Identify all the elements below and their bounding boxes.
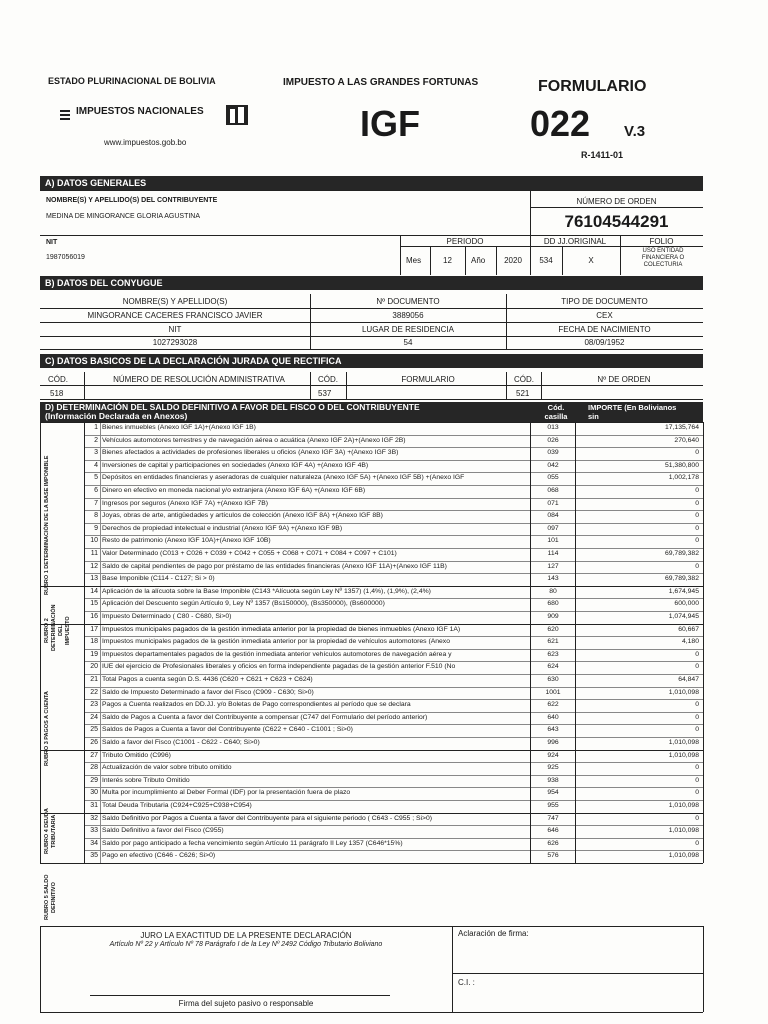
- row-amount[interactable]: 0: [695, 663, 699, 671]
- cod-value-3: 521: [516, 389, 530, 398]
- row-number: 15: [90, 600, 98, 608]
- row-amount[interactable]: 0: [695, 839, 699, 847]
- row-amount[interactable]: 1,010,098: [668, 739, 699, 746]
- spouse-name-value: MINGORANCE CACERES FRANCISCO JAVIER: [87, 311, 263, 320]
- form-number: 022: [530, 103, 591, 144]
- row-code: 039: [547, 449, 559, 457]
- state-name: ESTADO PLURINACIONAL DE BOLIVIA: [48, 76, 216, 86]
- section-d-subtitle: (Información Declarada en Anexos): [45, 411, 188, 421]
- row-amount[interactable]: 0: [695, 537, 699, 545]
- table-row: [40, 548, 703, 561]
- row-amount[interactable]: 270,640: [674, 436, 699, 444]
- row-code: 143: [547, 575, 559, 583]
- row-code: 924: [547, 751, 559, 759]
- row-number: 2: [94, 436, 98, 444]
- table-row: [40, 661, 703, 674]
- rubro-divider: [40, 750, 703, 751]
- row-code: 646: [547, 827, 559, 835]
- amount-header: IMPORTE (En Bolivianos sin: [588, 403, 677, 421]
- table-row: [40, 636, 703, 649]
- spouse-nit-value: 1027293028: [152, 338, 198, 347]
- row-code: 624: [547, 663, 559, 671]
- row-number: 25: [90, 726, 98, 734]
- original-checkbox[interactable]: X: [588, 256, 594, 265]
- year-value: 2020: [504, 256, 522, 265]
- table-row: [40, 485, 703, 498]
- row-number: 26: [90, 739, 98, 746]
- spouse-residence-label: LUGAR DE RESIDENCIA: [361, 325, 455, 334]
- row-number: 34: [90, 839, 98, 847]
- rubro-1-label: RUBRO 1 DETERMINACIÓN DE LA BASE IMPONIBLE: [44, 455, 50, 595]
- row-description: Bienes inmuebles (Anexo IGF 1A)+(Anexo IGF 1B): [102, 424, 256, 431]
- row-description: Depósitos en entidades financieras y aseradoras de cualquier naturaleza (Anexo IGF 5A) +(Anexo IGF 5B) +(Anexo IGF: [102, 474, 465, 482]
- rubro-divider: [40, 624, 703, 625]
- table-column-line: [84, 422, 85, 863]
- table-row: [40, 586, 703, 599]
- section-b-title: B) DATOS DEL CONYUGUE: [40, 276, 703, 290]
- row-amount[interactable]: 0: [695, 789, 699, 797]
- row-number: 16: [90, 613, 98, 620]
- cod-value-1: 518: [50, 389, 64, 398]
- form-version: V.3: [624, 123, 646, 140]
- row-amount[interactable]: 1,074,945: [668, 613, 699, 620]
- rubro-divider: [40, 422, 703, 423]
- row-code: 084: [547, 512, 559, 520]
- order-number-value: 76104544291: [564, 212, 669, 231]
- row-number: 10: [90, 537, 98, 545]
- row-code: 114: [547, 550, 559, 557]
- table-row: [40, 498, 703, 511]
- row-code: 955: [547, 802, 559, 809]
- row-number: 5: [94, 474, 98, 482]
- table-row: [40, 674, 703, 687]
- row-code: 071: [547, 499, 559, 507]
- row-code: 909: [547, 613, 559, 620]
- row-description: Saldo de capital pendientes de pago por préstamo de las entidades financieras (Anexo IGF 11A)+(Anexo IGF 11B): [102, 562, 447, 570]
- order-number-label: NÚMERO DE ORDEN: [576, 197, 657, 206]
- row-description: Impuestos municipales pagados de la gestión inmediata anterior por la propiedad de bienes inmuebles (Anexo IGF 1A): [102, 625, 461, 633]
- section-d-title: D) DETERMINACIÓN DEL SALDO DEFINITIVO A FAVOR DEL FISCO O DEL CONTRIBUYENTE: [45, 402, 420, 412]
- row-code: 101: [547, 537, 559, 545]
- original-code: 534: [539, 256, 553, 265]
- row-description: Total Deuda Tributaria (C924+C925+C938+C954): [102, 802, 252, 809]
- table-row: [40, 510, 703, 523]
- section-c-title: C) DATOS BASICOS DE LA DECLARACIÓN JURADA QUE RECTIFICA: [40, 354, 703, 368]
- row-code: 623: [547, 650, 559, 658]
- spouse-name-label: NOMBRE(S) Y APELLIDO(S): [122, 297, 228, 306]
- row-code: 127: [547, 562, 559, 570]
- row-code: 026: [547, 436, 559, 444]
- order-label-c: Nº DE ORDEN: [597, 375, 651, 384]
- website: www.impuestos.gob.bo: [104, 138, 187, 147]
- row-code: 055: [547, 474, 559, 482]
- row-amount[interactable]: 17,135,764: [664, 424, 699, 431]
- row-description: Impuesto Determinado ( C80 - C680, Si>0): [102, 613, 232, 620]
- rubro-divider: [40, 813, 703, 814]
- row-amount[interactable]: 60,667: [678, 625, 699, 633]
- table-row: [40, 762, 703, 775]
- row-code: 576: [547, 852, 559, 860]
- table-row: [40, 649, 703, 662]
- row-number: 7: [94, 499, 98, 507]
- table-row: [40, 598, 703, 611]
- row-description: Pagos a Cuenta realizados en DD.JJ. y/o Boletas de Pago correspondientes al período que se declara: [102, 701, 411, 709]
- row-description: Actualización de valor sobre tributo omitido: [102, 764, 232, 772]
- row-number: 27: [90, 751, 98, 759]
- row-amount[interactable]: 0: [695, 650, 699, 658]
- row-amount[interactable]: 0: [695, 713, 699, 721]
- row-code: 938: [547, 776, 559, 784]
- table-row: [40, 699, 703, 712]
- rubro-divider: [40, 586, 703, 587]
- table-row: [40, 712, 703, 725]
- rubro-2-label: RUBRO 2 DETERMINACIÓN DEL IMPUESTO: [44, 604, 71, 651]
- table-column-line: [40, 422, 41, 863]
- oath-text: Artículo Nº 22 y Artículo Nº 78 Parágrafo I de la Ley Nº 2492 Código Tributario Boliviano: [109, 941, 383, 948]
- row-amount[interactable]: 0: [695, 814, 699, 822]
- row-code: 680: [547, 600, 559, 608]
- agency-name: IMPUESTOS NACIONALES: [76, 106, 204, 117]
- original-label: DD JJ.ORIGINAL: [543, 237, 607, 246]
- row-code: 097: [547, 524, 559, 532]
- tax-code: IGF: [360, 103, 420, 144]
- row-number: 35: [90, 852, 98, 860]
- row-number: 4: [94, 461, 98, 469]
- row-description: Aplicación del Descuento según Artículo 9, Ley Nº 1357 (Bs150000), (Bs350000), (Bs600000): [102, 600, 385, 608]
- signature-label: Firma del sujeto pasivo o responsable: [178, 999, 314, 1008]
- row-amount[interactable]: 69,789,382: [664, 550, 699, 557]
- table-row: [40, 472, 703, 485]
- table-row: [40, 724, 703, 737]
- row-amount[interactable]: 4,180: [681, 638, 699, 646]
- row-description: Impuestos municipales pagados de la gestión inmediata anterior por la propiedad de vehículos automotores (Anexo: [102, 638, 450, 646]
- row-code: 013: [547, 424, 559, 431]
- row-number: 12: [90, 562, 98, 570]
- row-description: Impuestos departamentales pagados de la gestión inmediata anterior vehículos automotores de navegación aérea y: [102, 650, 452, 658]
- tax-name: IMPUESTO A LAS GRANDES FORTUNAS: [283, 77, 479, 88]
- row-amount[interactable]: 0: [695, 512, 699, 520]
- row-description: Saldo Definitivo por Pagos a Cuenta a favor del Contribuyente para el siguiente periodo ( C643 - C955 ; Si>0): [102, 814, 433, 822]
- spouse-doc-value: 3889056: [392, 311, 424, 320]
- table-row: [40, 535, 703, 548]
- row-amount[interactable]: 1,002,178: [668, 474, 699, 482]
- row-amount[interactable]: 0: [695, 449, 699, 457]
- row-number: 28: [90, 764, 98, 772]
- spouse-doc-label: Nº DOCUMENTO: [376, 297, 440, 306]
- row-description: Interés sobre Tributo Omitido: [102, 776, 190, 784]
- row-code: 640: [547, 713, 559, 721]
- table-row: [40, 750, 703, 763]
- table-row: [40, 561, 703, 574]
- oath-title: JURO LA EXACTITUD DE LA PRESENTE DECLARACIÓN: [140, 931, 352, 940]
- row-description: Vehículos automotores terrestres y de navegación aérea o acuática (Anexo IGF 2A)+(Anexo IGF 2B): [102, 436, 406, 444]
- row-number: 14: [90, 587, 98, 595]
- spouse-residence-value: 54: [403, 338, 413, 347]
- row-number: 13: [90, 575, 98, 583]
- row-description: Total Pagos a cuenta según D.S. 4436 (C620 + C621 + C623 + C624): [102, 676, 313, 683]
- row-description: Saldo por pago anticipado a fecha vencimiento según Artículo 11 parágrafo II Ley 1357 (C646*15%): [102, 839, 403, 847]
- rubro-4-label: RUBRO 4 DEUDA TRIBUTARIA: [44, 808, 57, 854]
- row-number: 3: [94, 449, 98, 457]
- row-number: 23: [90, 701, 98, 709]
- row-amount[interactable]: 1,010,098: [668, 802, 699, 809]
- period-label: PERIODO: [446, 237, 484, 246]
- row-code: 80: [549, 587, 557, 595]
- table-row: [40, 813, 703, 826]
- row-number: 31: [90, 802, 98, 809]
- table-column-line: [703, 422, 704, 863]
- nit-label: NIT: [46, 239, 58, 246]
- table-column-line: [100, 422, 101, 863]
- row-amount[interactable]: 0: [695, 487, 699, 494]
- row-code: 643: [547, 726, 559, 734]
- clarify-label: Aclaración de firma:: [458, 929, 529, 938]
- table-row: [40, 787, 703, 800]
- row-description: Aplicación de la alícuota sobre la Base Imponible (C143 *Alícuota según Ley Nº 1357) (1,4%), (1,9%), (2,4%): [102, 587, 431, 595]
- year-label: Año: [471, 256, 486, 265]
- row-amount[interactable]: 1,010,098: [668, 852, 699, 860]
- rubro-3-label: RUBRO 3 PAGOS A CUENTA: [44, 691, 50, 766]
- row-number: 18: [90, 638, 98, 646]
- row-amount[interactable]: 0: [695, 524, 699, 532]
- row-code: 626: [547, 839, 559, 847]
- row-number: 33: [90, 827, 98, 835]
- row-description: Saldo a favor del Fisco (C1001 - C622 - C640; Si>0): [102, 739, 260, 746]
- row-amount[interactable]: 51,380,800: [664, 461, 699, 469]
- form-label: FORMULARIO: [538, 78, 647, 95]
- row-description: Ingresos por seguros (Anexo IGF 7A) +(Anexo IGF 7B): [102, 499, 269, 507]
- spouse-doctype-value: CEX: [596, 311, 613, 320]
- table-column-line: [575, 422, 576, 863]
- section-a-title: A) DATOS GENERALES: [40, 176, 703, 190]
- row-description: Saldo de Impuesto Determinado a favor del Fisco (C909 - C630; Si>0): [102, 688, 314, 696]
- spouse-birth-label: FECHA DE NACIMIENTO: [558, 325, 651, 334]
- cod-label-2: CÓD.: [318, 375, 338, 384]
- row-code: 747: [547, 814, 559, 822]
- table-row: [40, 800, 703, 813]
- month-value: 12: [443, 256, 452, 265]
- row-description: Saldo de Pagos a Cuenta a favor del Contribuyente a compensar (C747 del Formulario del período anterior): [102, 713, 428, 721]
- row-number: 1: [94, 424, 98, 431]
- code-header: Cód. casilla: [544, 403, 568, 421]
- row-number: 22: [90, 688, 98, 696]
- form-resolution: R-1411-01: [581, 150, 624, 160]
- table-row: [40, 447, 703, 460]
- row-description: Saldo Definitivo a favor del Fisco (C955): [102, 827, 224, 835]
- nit-value: 1987056019: [46, 254, 85, 261]
- row-amount[interactable]: 0: [695, 776, 699, 784]
- row-amount[interactable]: 69,789,382: [664, 575, 699, 583]
- spouse-nit-label: NIT: [168, 325, 182, 334]
- row-number: 29: [90, 776, 98, 784]
- row-description: Joyas, obras de arte, antigüedades y artículos de colección (Anexo IGF 8A) +(Anexo IGF 8B): [102, 512, 383, 520]
- row-description: Saldos de Pagos a Cuenta a favor del Contribuyente (C622 + C640 - C1001 ; Si>0): [102, 726, 353, 734]
- form-label-c: FORMULARIO: [401, 375, 455, 384]
- rubro-5-label: RUBRO 5 SALDO DEFINITIVO: [44, 874, 57, 921]
- row-description: Dinero en efectivo en moneda nacional y/o extranjera (Anexo IGF 6A) +(Anexo IGF 6B): [102, 487, 366, 494]
- row-number: 9: [94, 524, 98, 532]
- row-amount[interactable]: 1,010,098: [668, 751, 699, 759]
- table-row: [40, 523, 703, 536]
- cod-label-1: CÓD.: [48, 375, 68, 384]
- row-code: 1001: [545, 688, 561, 696]
- table-row: [40, 825, 703, 838]
- row-description: Base Imponible (C114 - C127; Si > 0): [102, 575, 215, 583]
- row-amount[interactable]: 1,674,945: [668, 587, 699, 595]
- table-row: [40, 850, 703, 863]
- row-code: 042: [547, 461, 559, 469]
- spouse-birth-value: 08/09/1952: [584, 338, 625, 347]
- row-description: Multa por incumplimiento al Deber Formal (IDF) por la presentación fuera de plazo: [102, 789, 351, 797]
- row-number: 20: [90, 663, 98, 671]
- row-number: 6: [94, 487, 98, 494]
- row-number: 11: [90, 550, 98, 557]
- row-amount[interactable]: 1,010,098: [668, 688, 699, 696]
- row-number: 8: [94, 512, 98, 520]
- table-row: [40, 687, 703, 700]
- taxpayer-name-label: NOMBRE(S) Y APELLIDO(S) DEL CONTRIBUYENTE: [46, 197, 218, 204]
- row-description: Bienes afectados a actividades de profesiones liberales u oficios (Anexo IGF 3A) +(Anexo IGF 3B): [102, 449, 399, 457]
- table-row: [40, 838, 703, 851]
- row-description: Pago en efectivo (C646 - C626; Si>0): [102, 852, 216, 860]
- row-description: Derechos de propiedad intelectual e industrial (Anexo IGF 9A) +(Anexo IGF 9B): [102, 524, 343, 532]
- row-code: 621: [547, 638, 559, 646]
- row-code: 068: [547, 487, 559, 494]
- row-amount[interactable]: 0: [695, 701, 699, 709]
- rubro-divider: [40, 863, 703, 864]
- table-row: [40, 460, 703, 473]
- row-description: IUE del ejercicio de Profesionales liberales y oficios en forma independiente pagadas de la gestión anterior F.510 (No: [102, 663, 456, 671]
- month-label: Mes: [406, 256, 422, 265]
- row-amount[interactable]: 0: [695, 764, 699, 772]
- row-number: 19: [90, 650, 98, 658]
- row-description: Tributo Omitido (C996): [102, 751, 171, 759]
- row-amount[interactable]: 600,000: [674, 600, 699, 608]
- row-number: 21: [90, 676, 98, 683]
- row-amount[interactable]: 1,010,098: [668, 827, 699, 835]
- table-row: [40, 611, 703, 624]
- table-row: [40, 775, 703, 788]
- folio-label: FOLIO: [649, 237, 674, 246]
- row-amount[interactable]: 0: [695, 499, 699, 507]
- row-code: 630: [547, 676, 559, 683]
- row-code: 996: [547, 739, 559, 746]
- row-amount[interactable]: 0: [695, 726, 699, 734]
- ci-label: C.I. :: [458, 978, 475, 987]
- taxpayer-name-value: MEDINA DE MINGORANCE GLORIA AGUSTINA: [46, 213, 201, 220]
- row-code: 925: [547, 764, 559, 772]
- row-description: Valor Determinado (C013 + C026 + C039 + C042 + C055 + C068 + C071 + C084 + C097 + C101): [102, 550, 397, 557]
- folio-note: USO ENTIDAD FINANCIERA O COLECTURIA: [641, 248, 685, 268]
- table-row: [40, 422, 703, 435]
- resolution-label: NÚMERO DE RESOLUCIÓN ADMINISTRATIVA: [113, 375, 285, 384]
- row-number: 32: [90, 814, 98, 822]
- row-number: 30: [90, 789, 98, 797]
- row-number: 24: [90, 713, 98, 721]
- cod-label-3: CÓD.: [514, 375, 534, 384]
- row-code: 620: [547, 625, 559, 633]
- row-amount[interactable]: 0: [695, 562, 699, 570]
- spouse-doctype-label: TIPO DE DOCUMENTO: [561, 297, 648, 306]
- row-amount[interactable]: 64,847: [678, 676, 699, 683]
- row-description: Resto de patrimonio (Anexo IGF 10A)+(Anexo IGF 10B): [102, 537, 271, 545]
- table-row: [40, 573, 703, 586]
- table-row: [40, 624, 703, 637]
- row-description: Inversiones de capital y participaciones en sociedades (Anexo IGF 4A) +(Anexo IGF 4B): [102, 461, 369, 469]
- row-number: 17: [90, 625, 98, 633]
- row-code: 954: [547, 789, 559, 797]
- row-code: 622: [547, 701, 559, 709]
- table-row: [40, 435, 703, 448]
- table-row: [40, 737, 703, 750]
- table-column-line: [530, 422, 531, 863]
- cod-value-2: 537: [318, 389, 332, 398]
